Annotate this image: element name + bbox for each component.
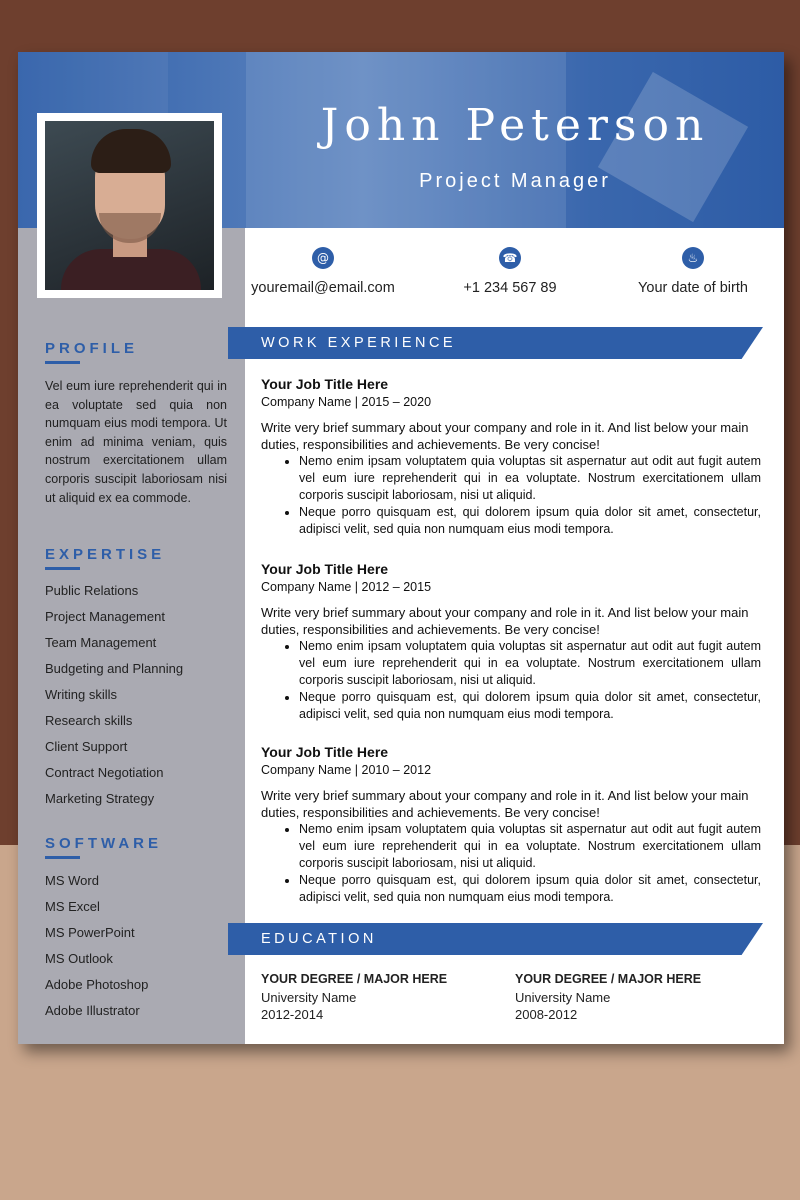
list-item: • Nemo enim ipsam voluptatem quia voluptas sit aspernatur aut odit aut fugit autem vel eum iure reprehenderit qui in ea voluptate. Nostrum exercitationem ullam corporis suscipit laboriosam, nisi ut aliquid.: [299, 821, 761, 872]
job-entry-summary: Write very brief summary about your company and role in it. And list below your main duties, responsibilities and achievements. Be very concise!: [261, 420, 749, 452]
job-entry: [261, 744, 761, 906]
list-item: • Neque porro quisquam est, qui dolorem ipsum quia dolor sit amet, consectetur, adipisci velit, sed quia non numquam eius modi tempora.: [299, 689, 761, 723]
list-item: MS PowerPoint: [45, 925, 135, 940]
list-item: • Neque porro quisquam est, qui dolorem ipsum quia dolor sit amet, consectetur, adipisci velit, sed quia non numquam eius modi tempora.: [299, 504, 761, 538]
list-item: • Nemo enim ipsam voluptatem quia voluptas sit aspernatur aut odit aut fugit autem vel eum iure reprehenderit qui in ea voluptate. Nostrum exercitationem ullam corporis suscipit laboriosam, nisi ut aliquid.: [299, 453, 761, 504]
resume-sheet: [18, 52, 784, 1044]
cake-icon: ♨: [682, 247, 704, 269]
education-heading: EDUCATION: [261, 931, 377, 947]
list-item: Research skills: [45, 713, 133, 728]
education-university: University Name: [261, 990, 357, 1005]
birth-text: Your date of birth: [638, 280, 748, 296]
job-entry-company: Company Name | 2015 – 2020: [261, 395, 432, 409]
list-item: MS Word: [45, 873, 99, 888]
list-item: Team Management: [45, 635, 157, 650]
job-entry-summary: Write very brief summary about your company and role in it. And list below your main duties, responsibilities and achievements. Be very concise!: [261, 788, 749, 820]
education-degree: YOUR DEGREE / MAJOR HERE: [261, 972, 448, 986]
list-item: • Neque porro quisquam est, qui dolorem ipsum quia dolor sit amet, consectetur, adipisci velit, sed quia non numquam eius modi tempora.: [299, 872, 761, 906]
list-item: Budgeting and Planning: [45, 661, 184, 676]
person-name: John Peterson: [320, 100, 710, 151]
list-item: Contract Negotiation: [45, 765, 164, 780]
list-item: MS Outlook: [45, 951, 113, 966]
list-item: Marketing Strategy: [45, 791, 155, 806]
job-entry-company: Company Name | 2012 – 2015: [261, 580, 432, 594]
education-university: University Name: [515, 990, 611, 1005]
job-entry: [261, 561, 761, 723]
job-entry-bullets: [261, 638, 761, 723]
job-entry-title: Your Job Title Here: [261, 561, 389, 577]
heading-underline: [45, 361, 80, 364]
at-icon: @: [312, 247, 334, 269]
profile-text: Vel eum iure reprehenderit qui in ea voluptate sed quia non numquam eius modi tempora. Ut enim ad minima veniam, quis nostrum exercitationem ullam corporis suscipit laboriosam nisi ut aliquid ex ea commode.: [45, 379, 227, 505]
list-item: Project Management: [45, 609, 165, 624]
job-entry: [261, 376, 761, 538]
contact-phone: [420, 247, 600, 296]
software-heading: SOFTWARE: [45, 835, 162, 852]
education-entry: [515, 972, 755, 1023]
expertise-heading: EXPERTISE: [45, 546, 166, 563]
heading-underline: [45, 567, 80, 570]
education-degree: YOUR DEGREE / MAJOR HERE: [515, 972, 702, 986]
job-title: Project Manager: [419, 170, 611, 192]
job-entry-title: Your Job Title Here: [261, 744, 389, 760]
education-years: 2012-2014: [261, 1007, 324, 1022]
list-item: • Nemo enim ipsam voluptatem quia voluptas sit aspernatur aut odit aut fugit autem vel eum iure reprehenderit qui in ea voluptate. Nostrum exercitationem ullam corporis suscipit laboriosam, nisi ut aliquid.: [299, 638, 761, 689]
job-entry-company: Company Name | 2010 – 2012: [261, 763, 432, 777]
education-years: 2008-2012: [515, 1007, 578, 1022]
list-item: MS Excel: [45, 899, 100, 914]
list-item: Client Support: [45, 739, 128, 754]
phone-icon: ☎: [499, 247, 521, 269]
job-entry-title: Your Job Title Here: [261, 376, 389, 392]
job-entry-bullets: [261, 453, 761, 538]
expertise-list: [45, 583, 183, 817]
phone-text: +1 234 567 89: [463, 280, 557, 296]
contact-birth: [603, 247, 783, 296]
contact-email: [233, 247, 413, 296]
job-entry-summary: Write very brief summary about your company and role in it. And list below your main duties, responsibilities and achievements. Be very concise!: [261, 605, 749, 637]
job-entry-bullets: [261, 821, 761, 906]
list-item: Public Relations: [45, 583, 139, 598]
profile-photo: [37, 113, 222, 298]
education-entry: [261, 972, 501, 1023]
avatar: [45, 121, 214, 290]
software-list: [45, 873, 148, 1029]
profile-heading: PROFILE: [45, 340, 139, 357]
list-item: Adobe Photoshop: [45, 977, 149, 992]
heading-underline: [45, 856, 80, 859]
list-item: Adobe Illustrator: [45, 1003, 140, 1018]
email-text: youremail@email.com: [251, 280, 395, 296]
work-experience-heading: WORK EXPERIENCE: [261, 335, 457, 351]
list-item: Writing skills: [45, 687, 117, 702]
